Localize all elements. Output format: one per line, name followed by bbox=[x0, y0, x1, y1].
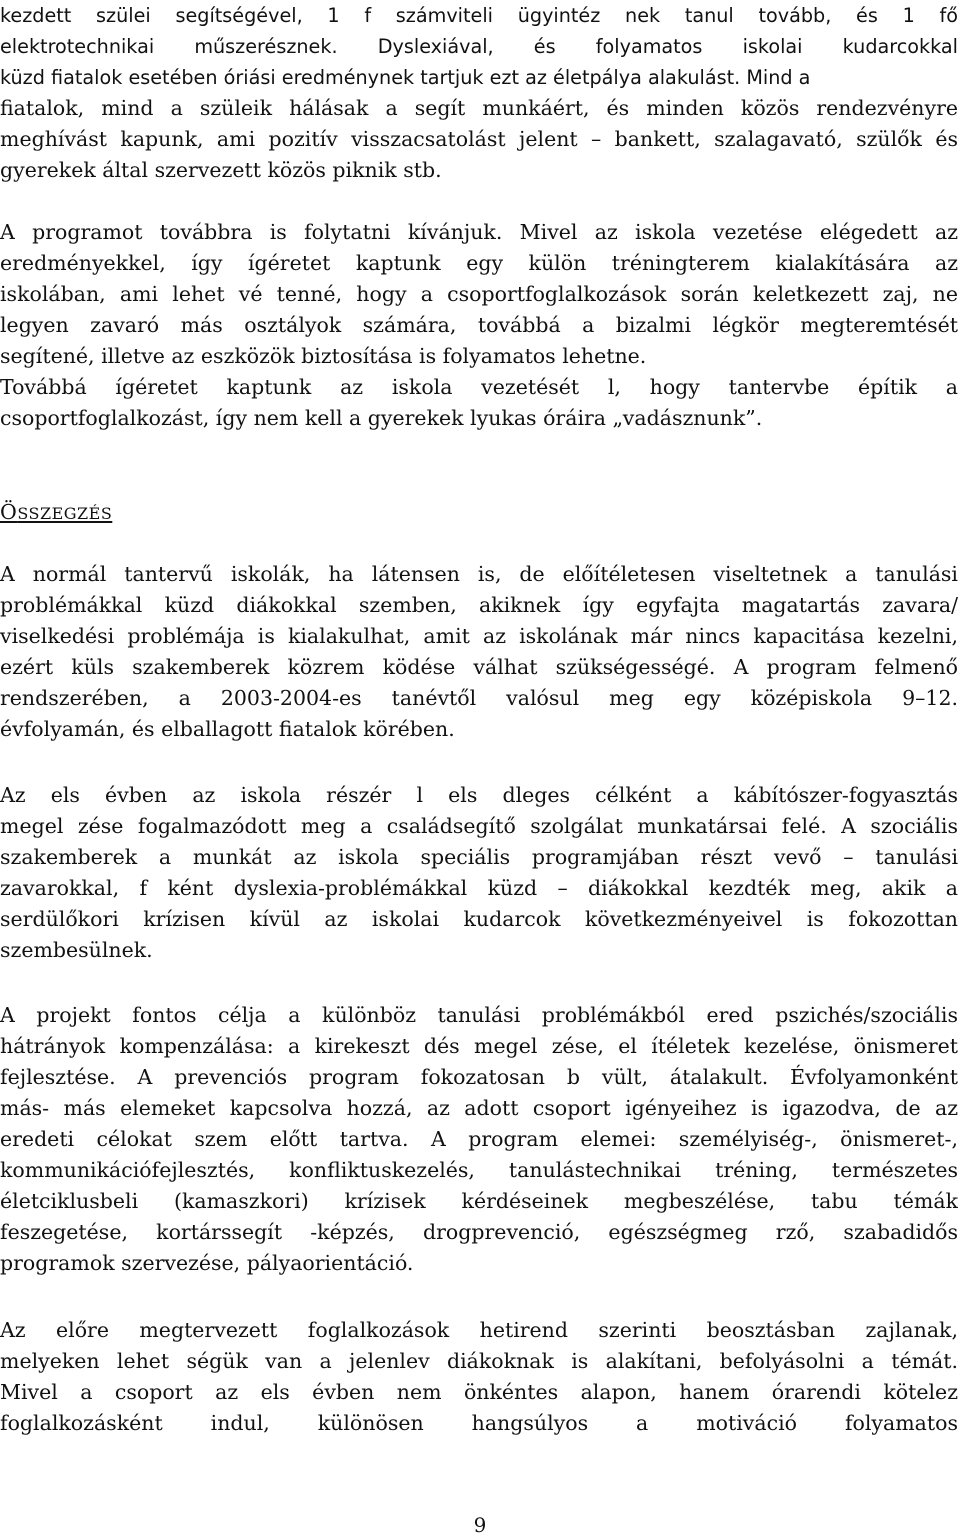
section-heading bbox=[0, 497, 112, 529]
text-line: fiatalok, mind a szüleik hálásak a segít munkáért, és minden közös rendezvényre bbox=[0, 96, 958, 120]
text-line: megel zése fogalmazódott meg a családsegítő szolgálat munkatársai felé. A szociális bbox=[0, 814, 958, 838]
text-line: serdülőkori krízisen kívül az iskolai kudarcok következményeivel is fokozottan bbox=[0, 907, 958, 931]
text-line: szembesülnek. bbox=[0, 938, 153, 962]
text-line: rendszerében, a 2003-2004-es tanévtől valósul meg egy középiskola 9–12. bbox=[0, 686, 958, 710]
text-line: ezért küls szakemberek közrem ködése válhat szükségességé. A program felmenő bbox=[0, 655, 958, 679]
text-line: foglalkozásként indul, különösen hangsúlyos a motiváció folyamatos bbox=[0, 1411, 958, 1435]
text-line: elektrotechnikai műszerésznek. Dyslexiával, és folyamatos iskolai kudarcokkal bbox=[0, 35, 958, 58]
text-line: A normál tantervű iskolák, ha látensen is, de előítéletesen viseltetnek a tanulási bbox=[0, 562, 958, 586]
heading-initial: Ö bbox=[0, 500, 18, 524]
text-line: kezdett szülei segítségével, 1 f számviteli ügyintéz nek tanul tovább, és 1 fő bbox=[0, 4, 958, 27]
text-line: zavarokkal, f ként dyslexia-problémákkal küzd – diákokkal kezdték meg, akik a bbox=[0, 876, 958, 900]
text-line: Mivel a csoport az els évben nem önkéntes alapon, hanem órarendi kötelez bbox=[0, 1380, 958, 1404]
text-line: életciklusbeli (kamaszkori) krízisek kérdéseinek megbeszélése, tabu témák bbox=[0, 1189, 958, 1213]
summary-paragraph-4 bbox=[0, 1315, 958, 1439]
text-fragment: Mind a bbox=[740, 66, 811, 89]
continuation-paragraph bbox=[0, 217, 958, 434]
text-line: kommunikációfejlesztés, konfliktuskezelés, tanulástechnikai tréning, természetes bbox=[0, 1158, 958, 1182]
text-line: hátrányok kompenzálása: a kirekeszt dés megel zése, el ítéletek kezelése, önismeret bbox=[0, 1034, 958, 1058]
text-line: meghívást kapunk, ami pozitív visszacsatolást jelent – bankett, szalagavató, szülők és bbox=[0, 127, 958, 151]
intro-paragraph-serif bbox=[0, 93, 958, 186]
text-line: gyerekek által szervezett közös piknik stb. bbox=[0, 158, 442, 182]
text-line: fejlesztése. A prevenciós program fokozatosan b vült, átalakult. Évfolyamonként bbox=[0, 1065, 958, 1089]
text-line: problémákkal küzd diákokkal szemben, akiknek így egyfajta magatartás zavara/ bbox=[0, 593, 958, 617]
text-line: programok szervezése, pályaorientáció. bbox=[0, 1251, 414, 1275]
text-line: legyen zavaró más osztályok számára, továbbá a bizalmi légkör megteremtését bbox=[0, 313, 958, 337]
text-line: A programot továbbra is folytatni kívánjuk. Mivel az iskola vezetése elégedett az bbox=[0, 220, 958, 244]
text-line: szakemberek a munkát az iskola speciális programjában részt vevő – tanulási bbox=[0, 845, 958, 869]
text-line: Az előre megtervezett foglalkozások hetirend szerinti beosztásban zajlanak, bbox=[0, 1318, 958, 1342]
text-line: eredményekkel, így ígéretet kaptunk egy külön tréningterem kialakítására az bbox=[0, 251, 958, 275]
text-line: A projekt fontos célja a különböz tanulási problémákból ered pszichés/szociális bbox=[0, 1003, 958, 1027]
text-line: feszegetése, kortárssegít -képzés, drogprevenció, egészségmeg rző, szabadidős bbox=[0, 1220, 958, 1244]
text-line: Továbbá ígéretet kaptunk az iskola vezetését l, hogy tantervbe építik a bbox=[0, 375, 958, 399]
text-line: iskolában, ami lehet vé tenné, hogy a csoportfoglalkozások során keletkezett zaj, ne bbox=[0, 282, 958, 306]
heading-rest: SSZEGZÉS bbox=[17, 504, 113, 523]
summary-paragraph-1 bbox=[0, 559, 958, 745]
text-fragment: küzd fiatalok esetében óriási eredménynek tartjuk ezt az életpálya alakulást. bbox=[0, 66, 741, 89]
summary-paragraph-3 bbox=[0, 1000, 958, 1279]
text-line: eredeti célokat szem előtt tartva. A program elemei: személyiség-, önismeret-, bbox=[0, 1127, 958, 1151]
text-line: csoportfoglalkozást, így nem kell a gyerekek lyukas óráira „vadásznunk”. bbox=[0, 406, 763, 430]
text-line: segítené, illetve az eszközök biztosítása is folyamatos lehetne. bbox=[0, 344, 647, 368]
text-line: évfolyamán, és elballagott fiatalok körében. bbox=[0, 717, 455, 741]
text-line: más- más elemeket kapcsolva hozzá, az adott csoport igényeihez is igazodva, de az bbox=[0, 1096, 958, 1120]
text-line: melyeken lehet ségük van a jelenlev diákoknak is alakítani, befolyásolni a témát. bbox=[0, 1349, 958, 1373]
text-line bbox=[0, 62, 958, 93]
page-number: 9 bbox=[473, 1513, 487, 1537]
text-line: viselkedési problémája is kialakulhat, amit az iskolának már nincs kapacitása kezelni, bbox=[0, 624, 958, 648]
text-line: Az els évben az iskola részér l els dleges célként a kábítószer-fogyasztás bbox=[0, 783, 958, 807]
intro-paragraph-sans bbox=[0, 0, 958, 93]
summary-paragraph-2 bbox=[0, 780, 958, 966]
